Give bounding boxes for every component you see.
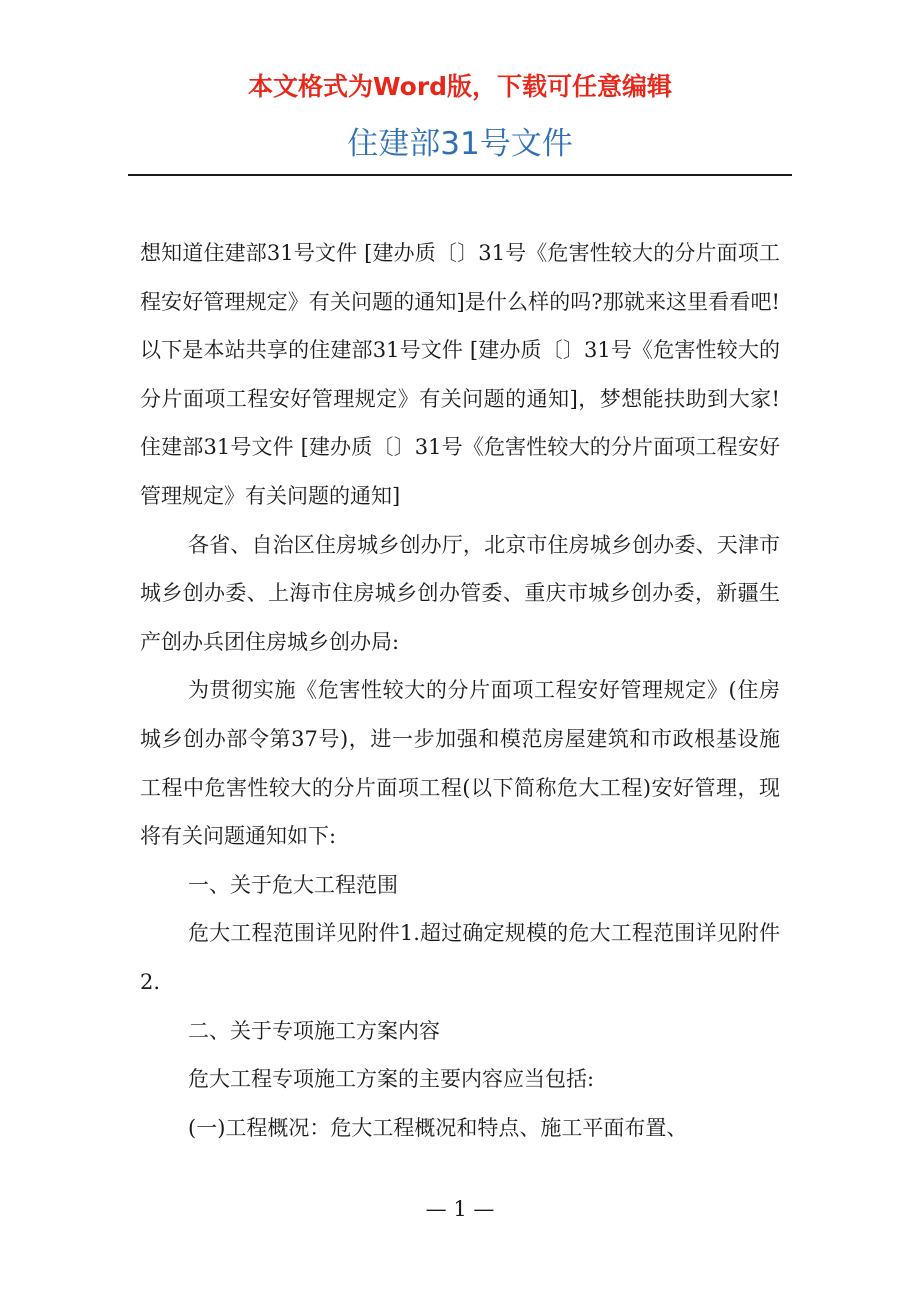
section-1-paragraph: 危大工程范围详见附件1.超过确定规模的危大工程范围详见附件2. [140, 921, 780, 994]
section-heading-1: 一、关于危大工程范围 [188, 872, 398, 897]
document-title: 住建部31号文件 [347, 126, 573, 162]
intro-paragraph: 想知道住建部31号文件 [建办质〔〕31号《危害性较大的分片面项工程安好管理规定》有关问题的通知]是什么样的吗?那就来这里看看吧!以下是本站共享的住建部31号文件 [建办质〔〕31号《危害性较大的分片面项工程安好管理规定》有关问题的通知]，梦想能扶助到大家! 住建部31号文件 [建办质〔〕31号《危害性较大的分片面项工程安好管理规定》有关问题的通知] [140, 241, 822, 508]
document-body [140, 229, 822, 1152]
list-item-1: (一)工程概况：危大工程概况和特点、施工平面布置、 [188, 1115, 688, 1140]
title-divider [128, 174, 792, 176]
page-number: — 1 — [425, 1197, 495, 1221]
section-2-paragraph: 危大工程专项施工方案的主要内容应当包括: [188, 1067, 595, 1092]
section-heading-2: 二、关于专项施工方案内容 [188, 1018, 440, 1043]
purpose-paragraph: 为贯彻实施《危害性较大的分片面项工程安好管理规定》(住房城乡创办部令第37号)，进一步加强和模范房屋建筑和市政根基设施工程中危害性较大的分片面项工程(以下简称危大工程)安好管理，现将有关问题通知如下: [140, 678, 780, 849]
download-banner: 本文格式为Word版，下载可任意编辑 [247, 72, 673, 101]
addressee-paragraph: 各省、自治区住房城乡创办厅，北京市住房城乡创办委、天津市城乡创办委、上海市住房城乡创办管委、重庆市城乡创办委，新疆生产创办兵团住房城乡创办局: [140, 532, 780, 654]
